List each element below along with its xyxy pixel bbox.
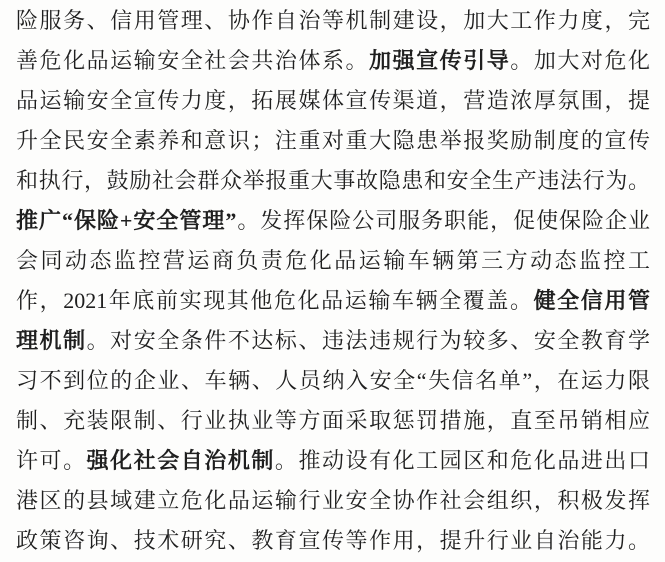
text-segment: 习不到位的企业、车辆、人员纳入安全“失信名单”，在运力限 (16, 368, 650, 393)
paragraph-text (16, 1, 650, 561)
text-segment: 港区的县域建立危化品运输行业安全协作社会组织，积极发挥 (16, 488, 650, 513)
text-segment: 险服务、信用管理、协作自治等机制建设，加大工作力度，完 (16, 8, 650, 33)
text-segment: 升全民安全素养和意识；注重对重大隐患举报奖励制度的宣传 (16, 128, 650, 153)
text-segment: 制、充装限制、行业执业等方面采取惩罚措施，直至吊销相应 (16, 408, 650, 433)
text-line (16, 201, 650, 241)
text-line (16, 401, 650, 441)
text-segment: 作，2021年底前实现其他危化品运输车辆全覆盖。 (16, 288, 534, 313)
inline-heading: 健全信用管 (533, 288, 650, 313)
text-segment: 。加大对危化 (510, 48, 650, 73)
inline-heading: 理机制 (16, 328, 87, 353)
text-line (16, 481, 650, 521)
text-line (16, 161, 650, 201)
text-line (16, 41, 650, 81)
text-line (16, 121, 650, 161)
text-segment: 。对安全条件不达标、违法违规行为较多、安全教育学 (86, 328, 650, 353)
text-segment: 许可。 (16, 448, 87, 473)
text-segment: 。发挥保险公司服务职能，促使保险企业 (236, 208, 650, 233)
text-line (16, 521, 650, 561)
text-segment: 。推动设有化工园区和危化品进出口 (274, 448, 650, 473)
text-line (16, 281, 650, 321)
inline-heading: 加强宣传引导 (369, 48, 511, 73)
text-segment: 品运输安全宣传力度，拓展媒体宣传渠道，营造浓厚氛围，提 (16, 88, 650, 113)
text-line (16, 321, 650, 361)
text-line (16, 441, 650, 481)
text-line (16, 81, 650, 121)
inline-heading: 推广“保险+安全管理” (16, 208, 237, 233)
text-line (16, 1, 650, 41)
text-line (16, 361, 650, 401)
text-segment: 政策咨询、技术研究、教育宣传等作用，提升行业自治能力。 (16, 528, 650, 553)
text-segment: 会同动态监控营运商负责危化品运输车辆第三方动态监控工 (16, 248, 650, 273)
text-line (16, 241, 650, 281)
inline-heading: 强化社会自治机制 (86, 448, 275, 473)
text-segment: 善危化品运输安全社会共治体系。 (16, 48, 370, 73)
text-segment: 和执行，鼓励社会群众举报重大事故隐患和安全生产违法行为。 (16, 168, 650, 193)
